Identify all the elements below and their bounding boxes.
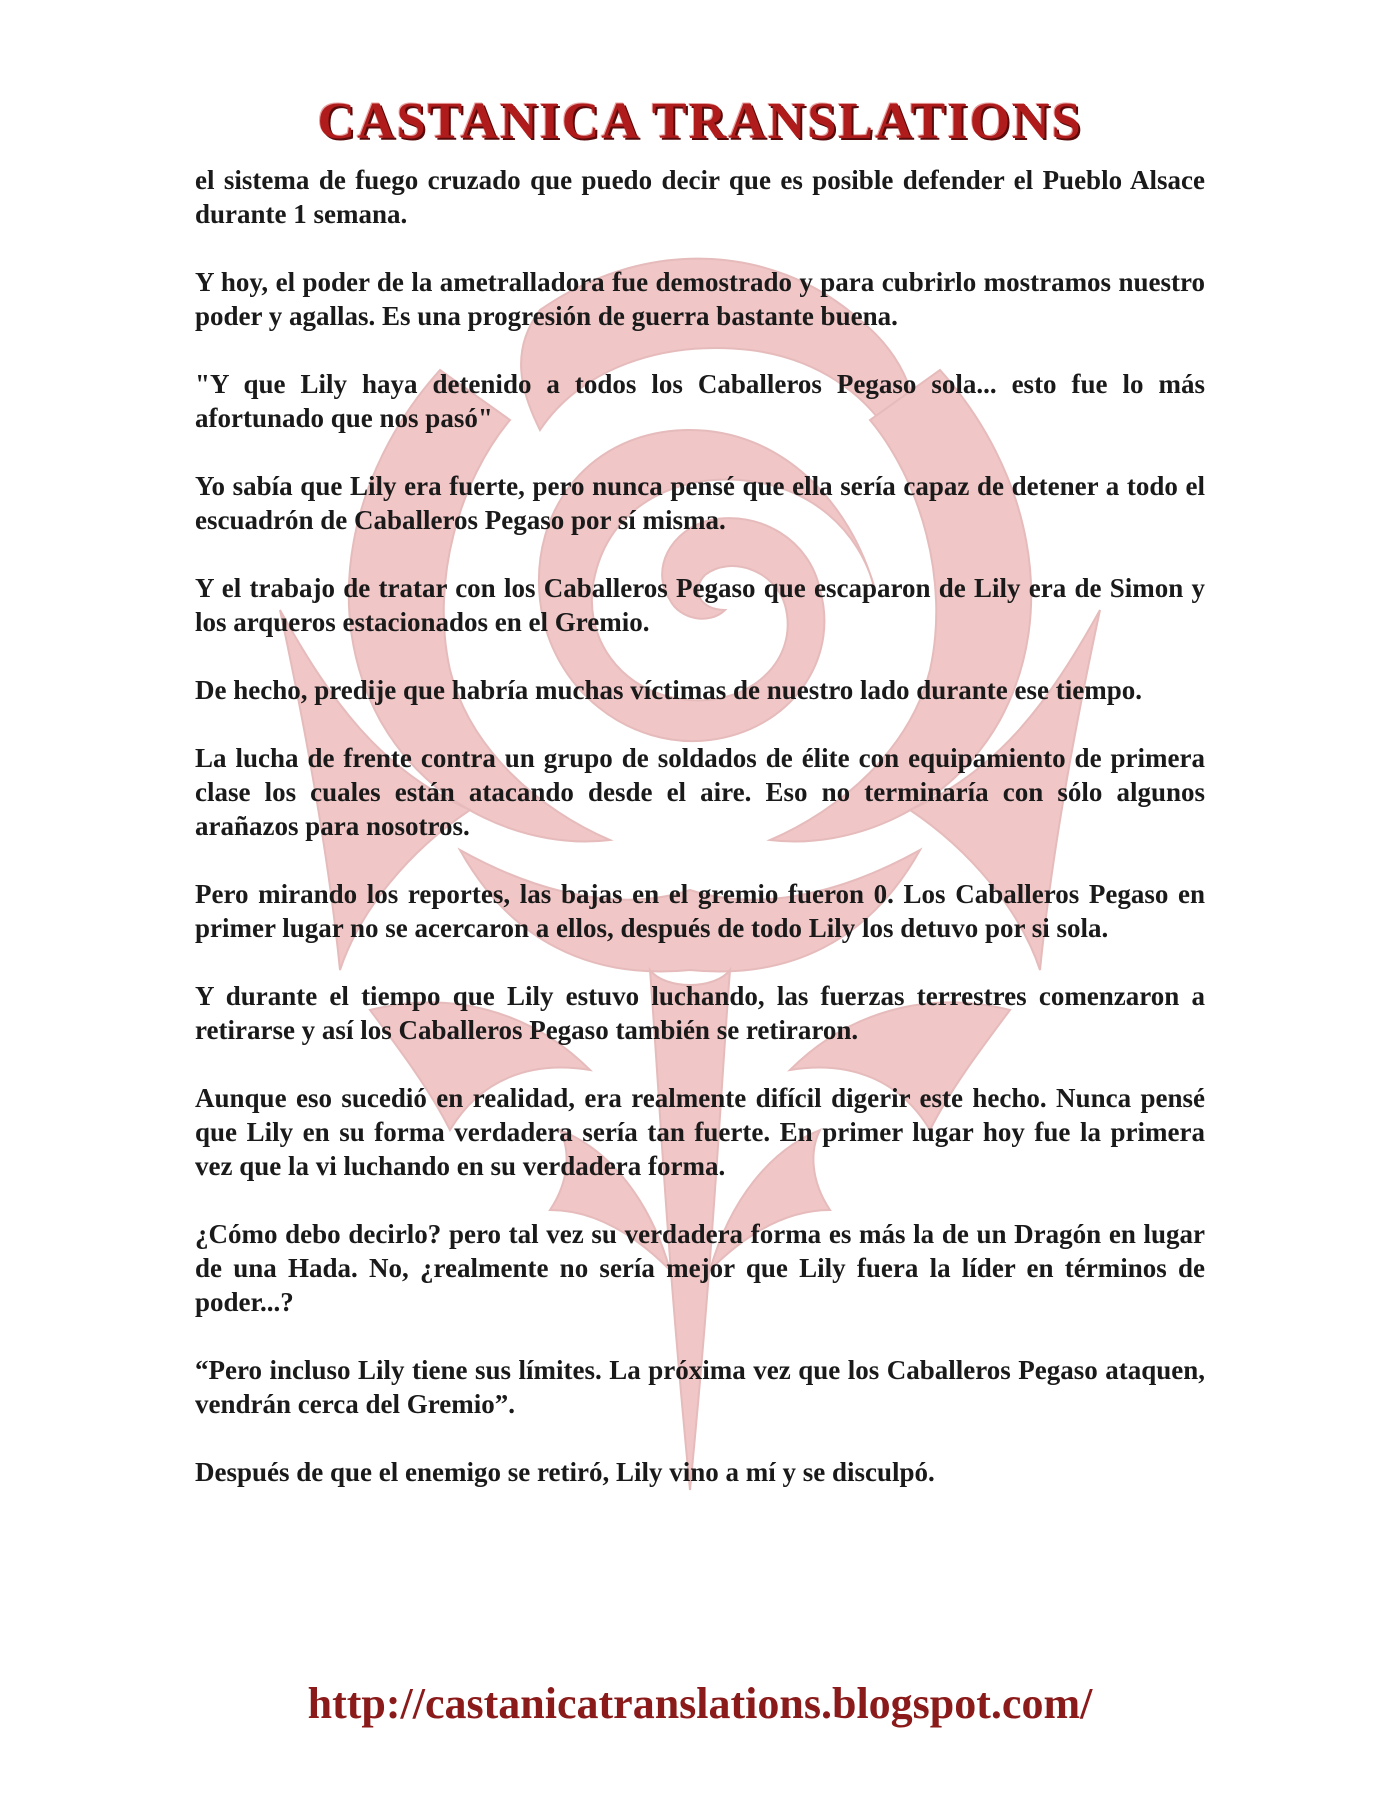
paragraph: el sistema de fuego cruzado que puedo decir que es posible defender el Pueblo Alsace durante 1 semana. bbox=[195, 165, 1205, 229]
paragraph: Después de que el enemigo se retiró, Lily vino a mí y se disculpó. bbox=[195, 1457, 935, 1487]
site-title: CASTANICA TRANSLATIONS bbox=[317, 93, 1083, 150]
paragraph: Yo sabía que Lily era fuerte, pero nunca pensé que ella sería capaz de detener a todo el escuadrón de Caballeros Pegaso por sí misma. bbox=[195, 471, 1205, 535]
paragraph: Y el trabajo de tratar con los Caballeros Pegaso que escaparon de Lily era de Simon y los arqueros estacionados en el Gremio. bbox=[195, 573, 1205, 637]
paragraph: La lucha de frente contra un grupo de soldados de élite con equipamiento de primera clase los cuales están atacando desde el aire. Eso no terminaría con sólo algunos arañazos para nosotros. bbox=[195, 743, 1205, 841]
paragraph: Y durante el tiempo que Lily estuvo luchando, las fuerzas terrestres comenzaron a retirarse y así los Caballeros Pegaso también se retiraron. bbox=[195, 981, 1205, 1045]
paragraph: Aunque eso sucedió en realidad, era realmente difícil digerir este hecho. Nunca pensé que Lily en su forma verdadera sería tan fuerte. En primer lugar hoy fue la primera vez que la vi luchando en su verdadera forma. bbox=[195, 1083, 1205, 1181]
paragraph: ¿Cómo debo decirlo? pero tal vez su verdadera forma es más la de un Dragón en lugar de una Hada. No, ¿realmente no sería mejor que Lily fuera la líder en términos de poder...? bbox=[195, 1219, 1205, 1317]
paragraph: Pero mirando los reportes, las bajas en el gremio fueron 0. Los Caballeros Pegaso en primer lugar no se acercaron a ellos, después de todo Lily los detuvo por si sola. bbox=[195, 879, 1205, 943]
blog-url-link[interactable]: http://castanicatranslations.blogspot.com/ bbox=[307, 1679, 1093, 1728]
paragraph: "Y que Lily haya detenido a todos los Caballeros Pegaso sola... esto fue lo más afortunado que nos pasó" bbox=[195, 369, 1205, 433]
paragraph: Y hoy, el poder de la ametralladora fue demostrado y para cubrirlo mostramos nuestro poder y agallas. Es una progresión de guerra bastante buena. bbox=[195, 267, 1205, 331]
footer bbox=[0, 1678, 1400, 1729]
paragraph: “Pero incluso Lily tiene sus límites. La próxima vez que los Caballeros Pegaso ataquen, vendrán cerca del Gremio”. bbox=[195, 1355, 1205, 1419]
paragraph: De hecho, predije que habría muchas víctimas de nuestro lado durante ese tiempo. bbox=[195, 675, 1142, 705]
document-body bbox=[195, 163, 1205, 1523]
header bbox=[0, 92, 1400, 151]
